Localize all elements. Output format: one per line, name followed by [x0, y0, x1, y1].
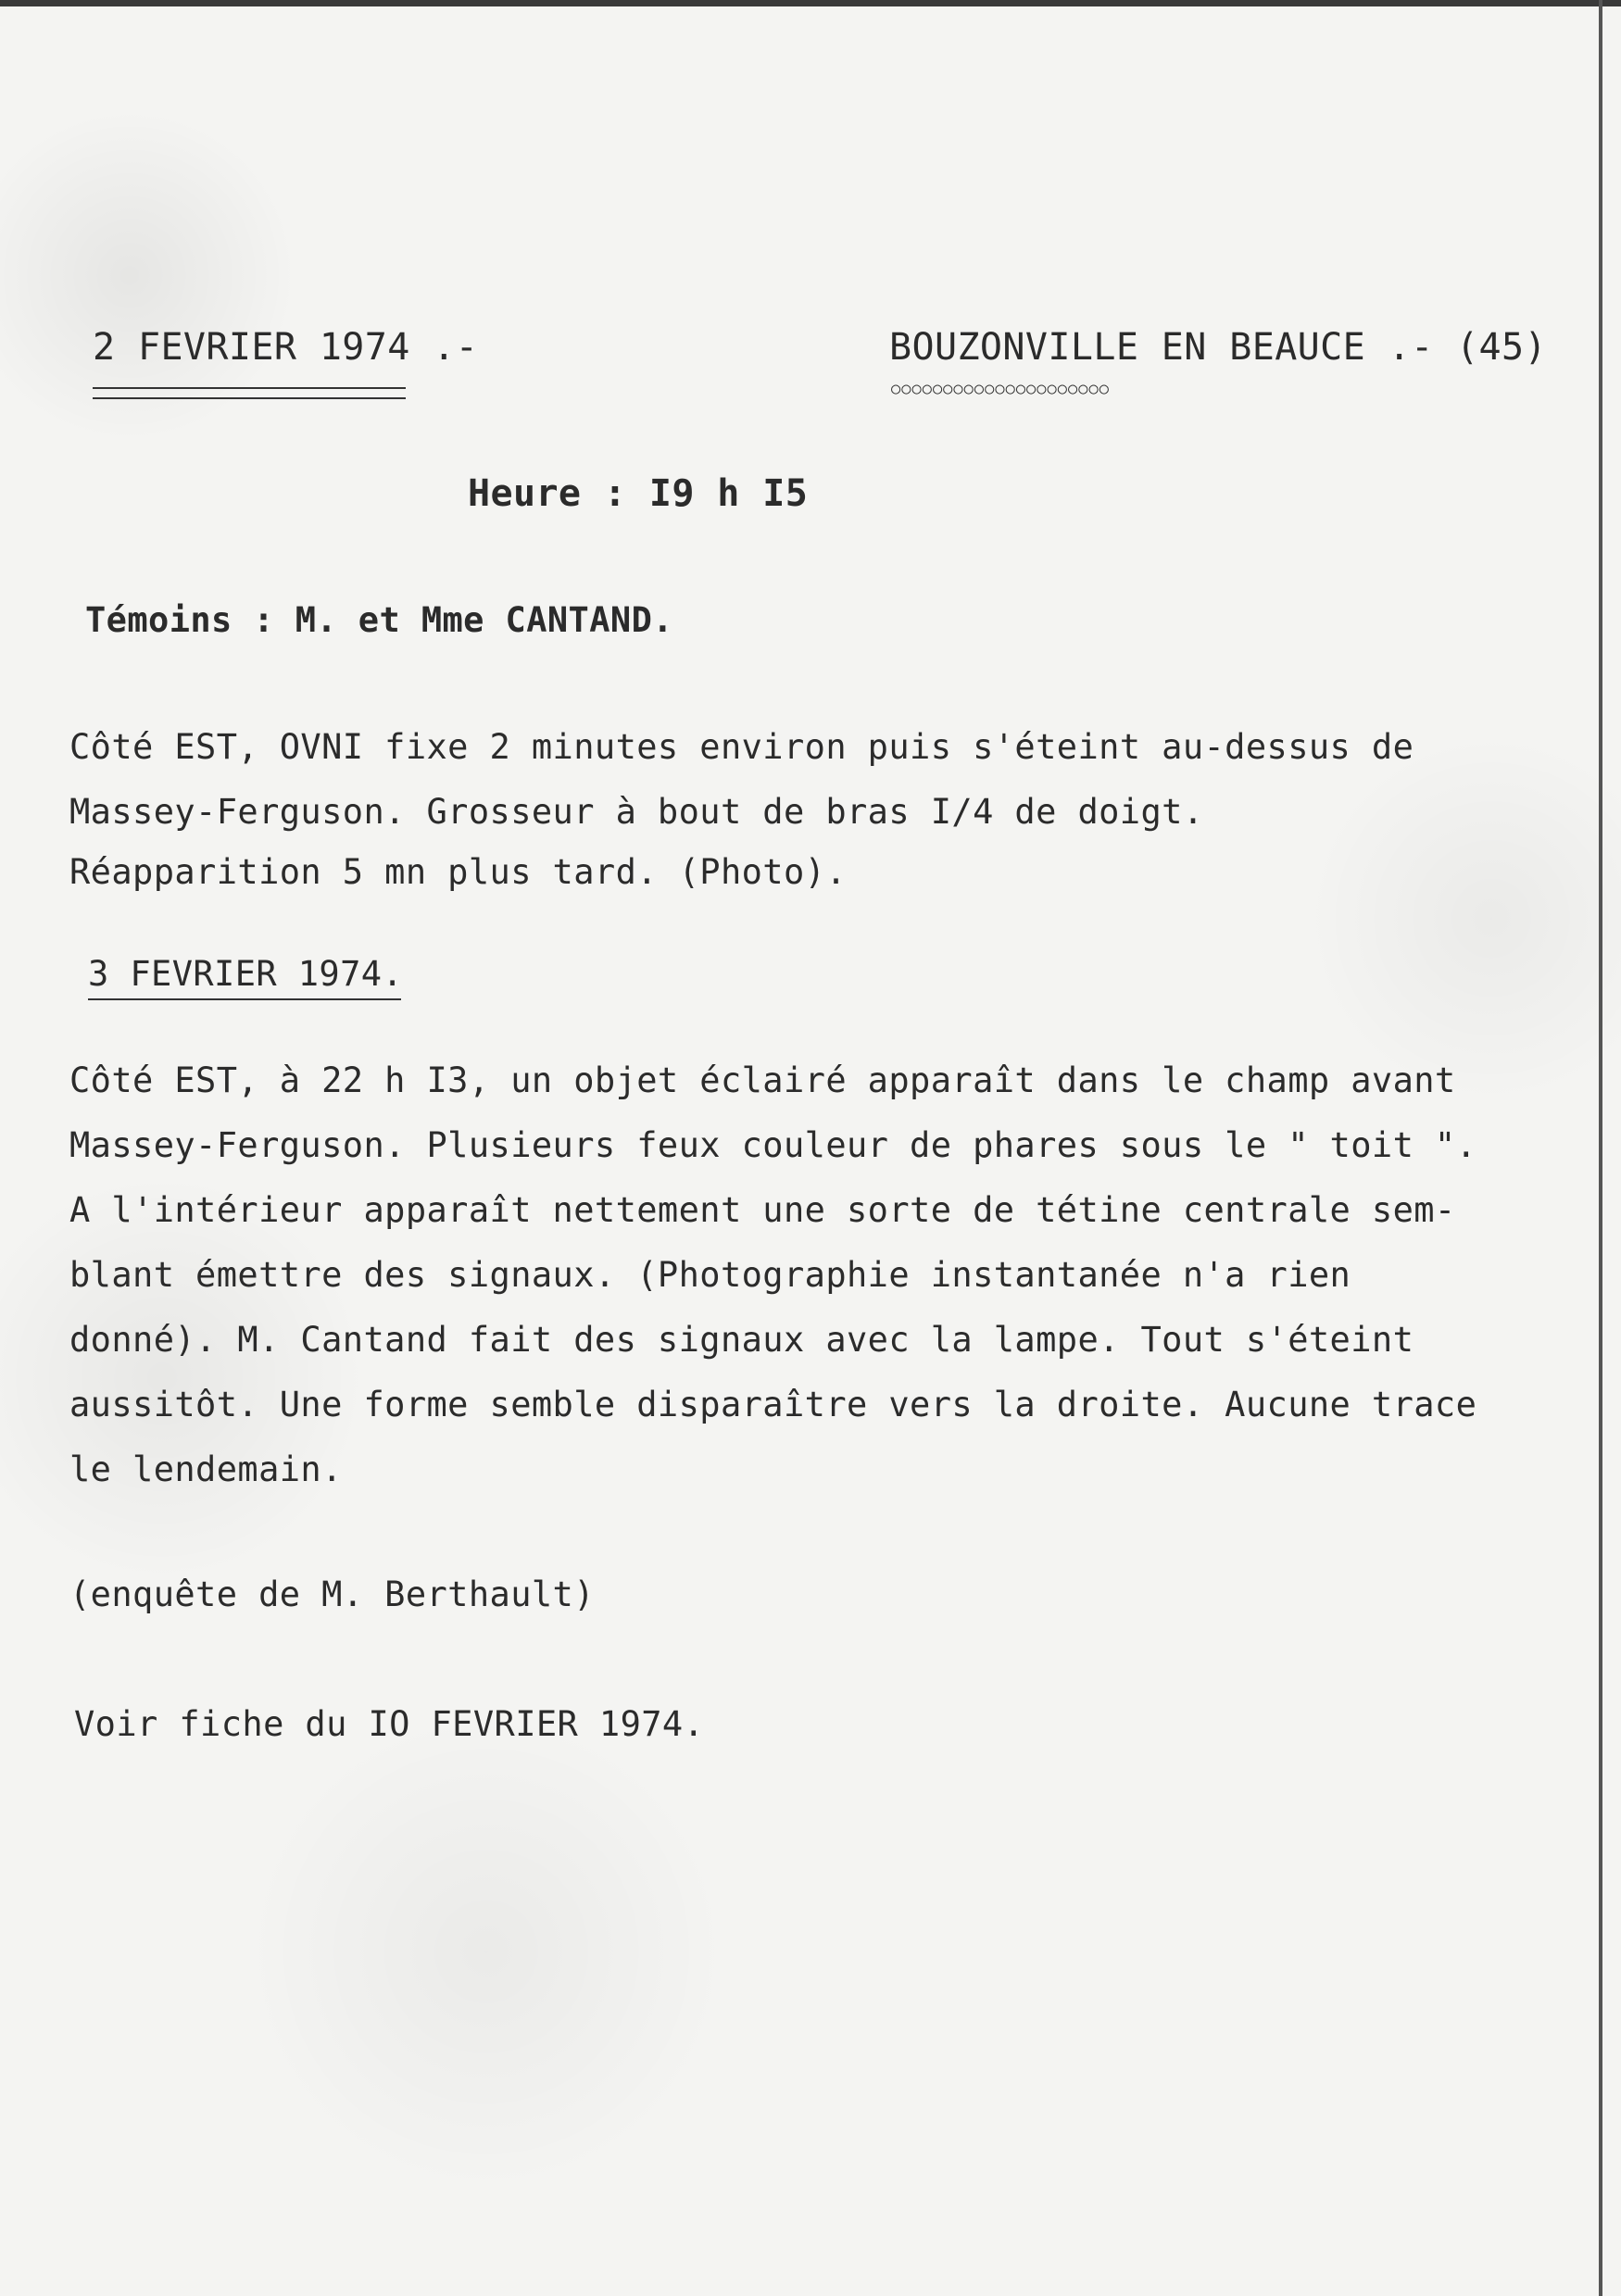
report2-line4: blant émettre des signaux. (Photographie instantanée n'a rien	[69, 1255, 1351, 1295]
header-date: 2 FEVRIER 1974 .-	[93, 326, 479, 369]
right-border	[1599, 0, 1602, 2296]
report1-line1: Côté EST, OVNI fixe 2 minutes environ puis s'éteint au-dessus de	[69, 727, 1414, 767]
report2-line3: A l'intérieur apparaît nettement une sorte de tétine centrale sem-	[69, 1190, 1456, 1230]
header-date-underline	[93, 387, 406, 399]
report1-line2: Massey-Ferguson. Grosseur à bout de bras I/4 de doigt.	[69, 792, 1204, 832]
report2-line7: le lendemain.	[69, 1449, 343, 1489]
report2-line5: donné). M. Cantand fait des signaux avec la lampe. Tout s'éteint	[69, 1320, 1414, 1360]
report2-line2: Massey-Ferguson. Plusieurs feux couleur de phares sous le " toit ".	[69, 1125, 1477, 1165]
section2-date	[88, 954, 403, 994]
time-heading: Heure : I9 h I5	[468, 472, 809, 515]
section2-date-underline	[88, 998, 401, 1000]
see-also-line: Voir fiche du IO FEVRIER 1974.	[74, 1704, 705, 1744]
inquiry-line: (enquête de M. Berthault)	[69, 1575, 595, 1614]
section2-date-suffix: .	[382, 954, 404, 994]
report2-line1: Côté EST, à 22 h I3, un objet éclairé apparaît dans le champ avant	[69, 1060, 1456, 1100]
report2-line6: aussitôt. Une forme semble disparaître vers la droite. Aucune trace	[69, 1385, 1477, 1424]
header-location-circles: ○○○○○○○○○○○○○○○○○○○○○	[891, 380, 1110, 398]
witnesses-line: Témoins : M. et Mme CANTAND.	[85, 600, 673, 640]
report1-line3: Réapparition 5 mn plus tard. (Photo).	[69, 852, 848, 892]
section2-date-text: 3 FEVRIER 1974	[88, 954, 383, 994]
top-border	[0, 0, 1621, 6]
header-location: BOUZONVILLE EN BEAUCE .- (45)	[889, 326, 1547, 369]
